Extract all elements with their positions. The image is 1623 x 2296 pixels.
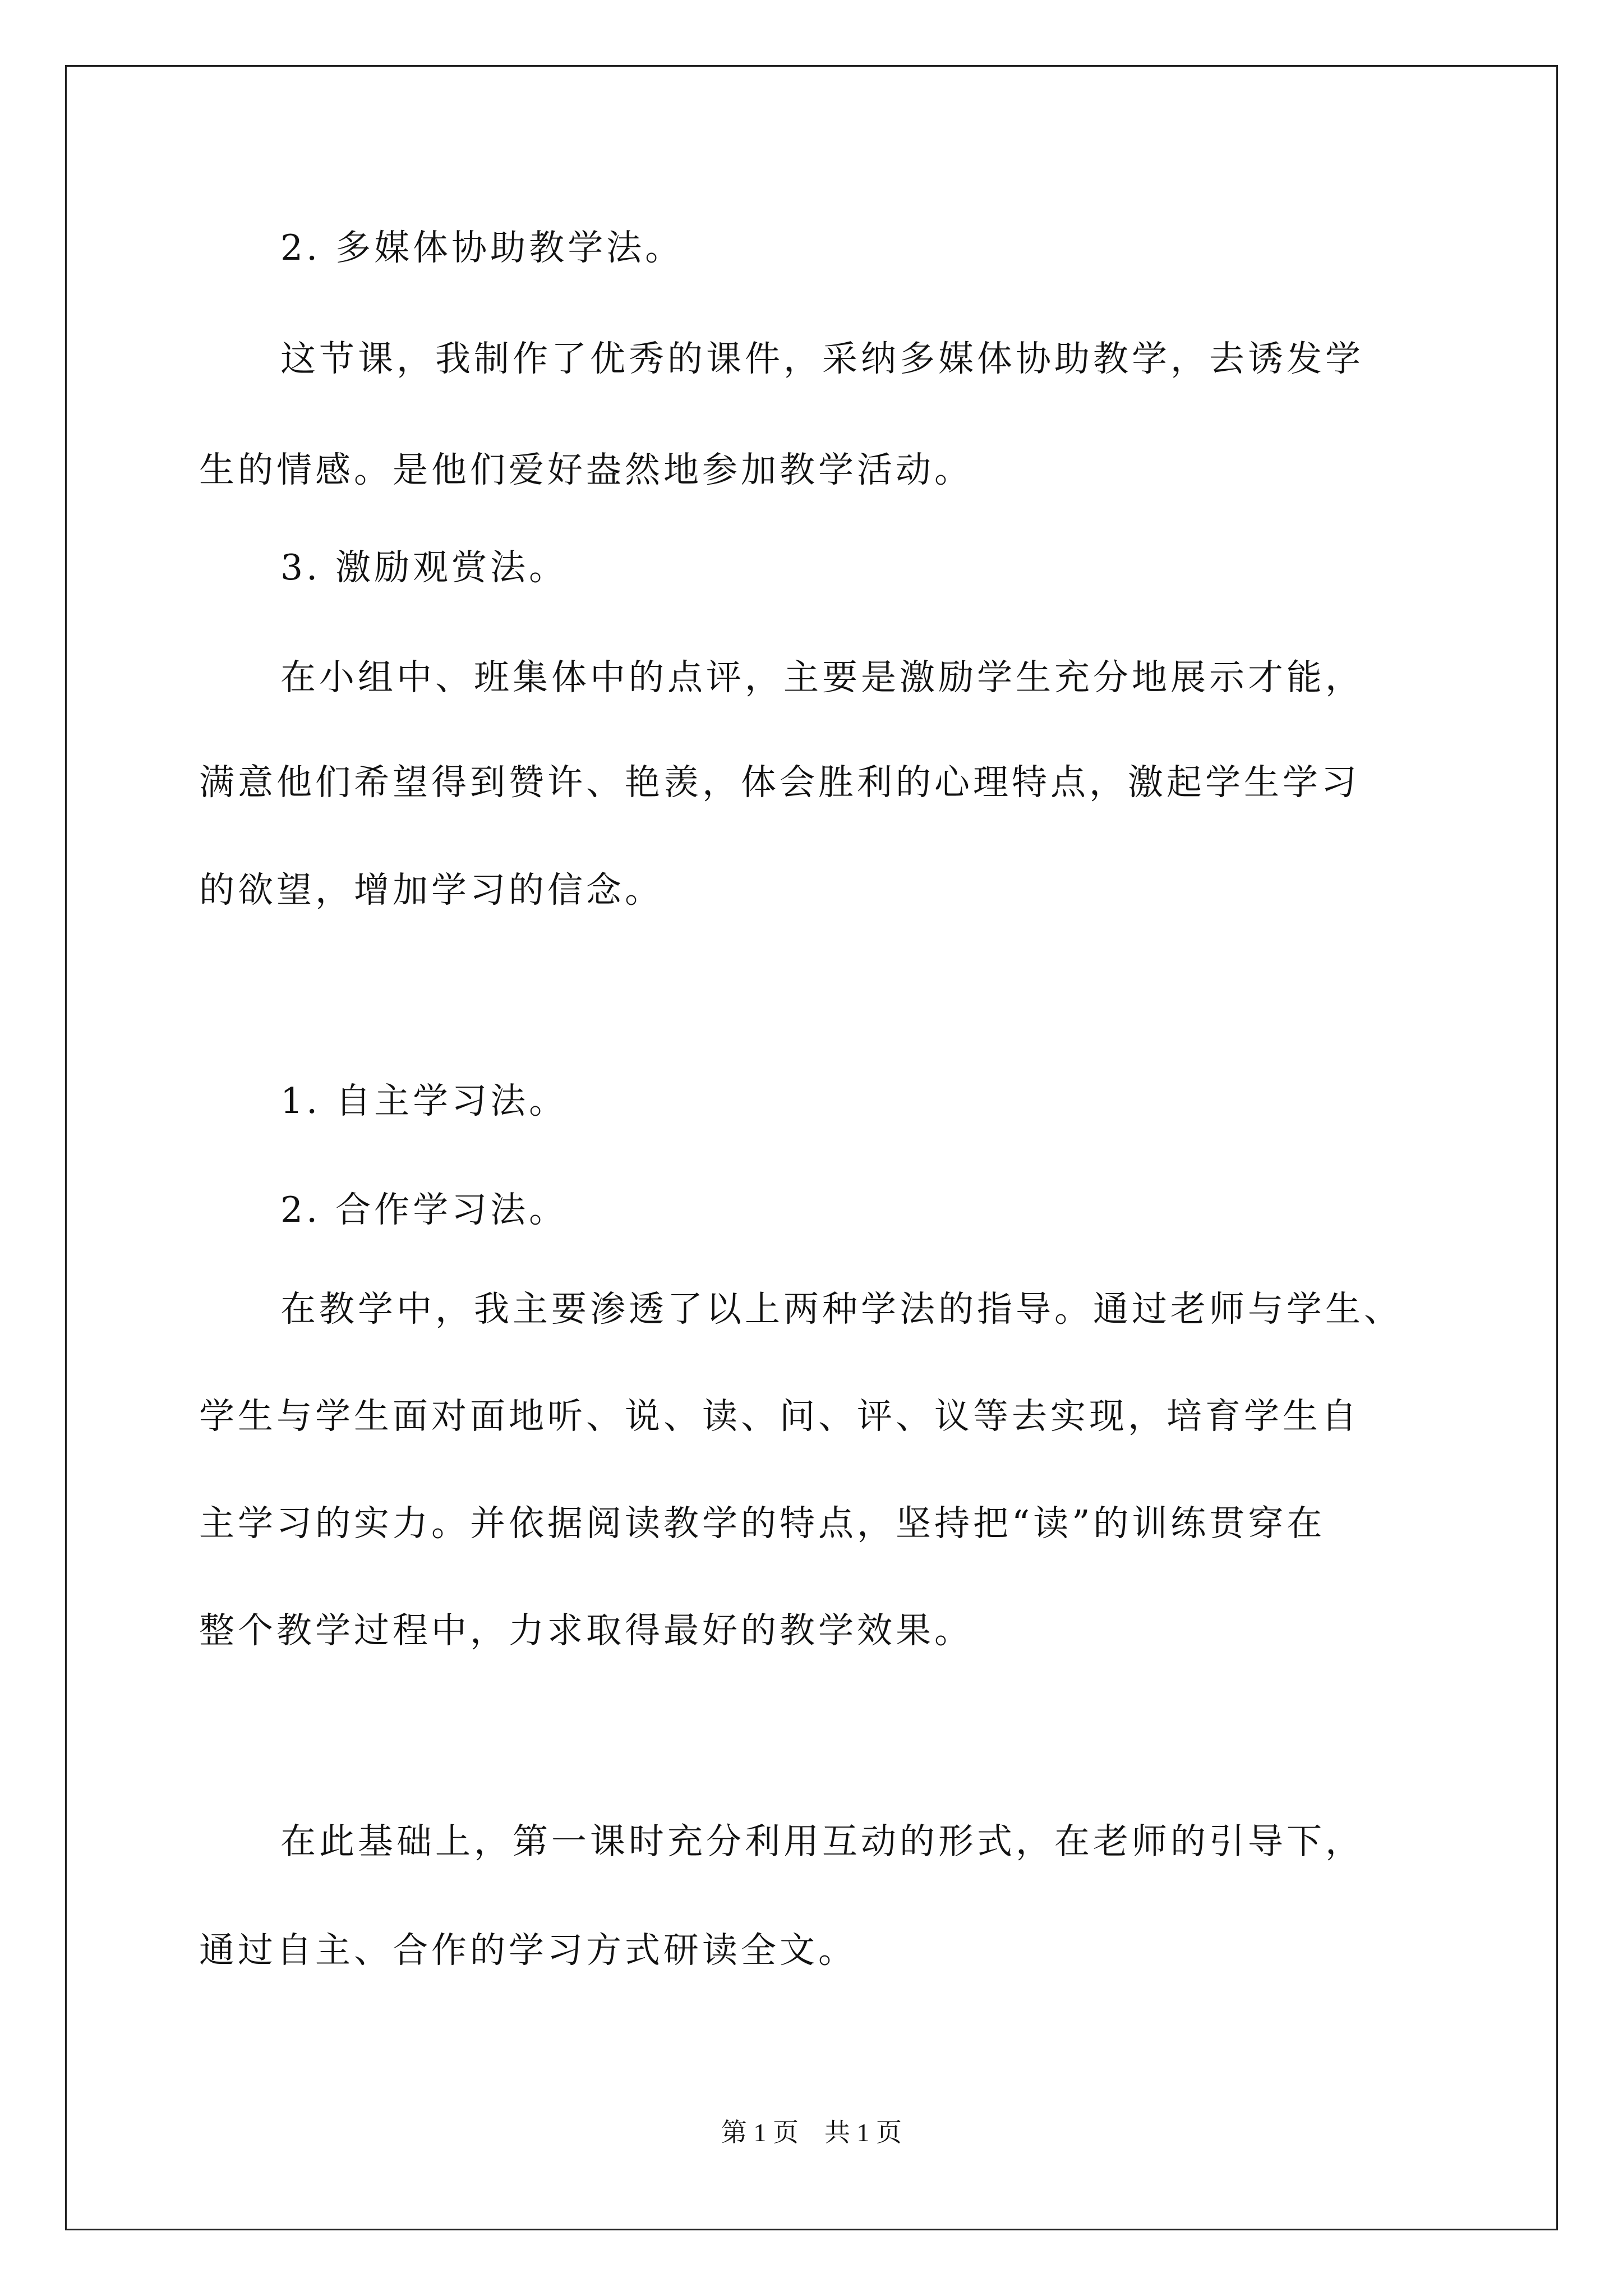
heading-multimedia-method: 2. 多媒体协助教学法。 xyxy=(280,227,684,268)
paragraph-line: 学生与学生面对面地听、说、读、问、评、议等去实现，培育学生自 xyxy=(199,1396,1360,1437)
paragraph-line: 的欲望，增加学习的信念。 xyxy=(199,869,663,910)
heading-encouragement-method: 3. 激励观赏法。 xyxy=(280,547,568,588)
heading-self-study-method: 1. 自主学习法。 xyxy=(280,1080,568,1121)
paragraph-line: 通过自主、合作的学习方式研读全文。 xyxy=(199,1930,857,1971)
page-number-footer: 第 1 页 共 1 页 xyxy=(721,2118,902,2147)
paragraph-line: 在此基础上，第一课时充分利用互动的形式，在老师的引导下， xyxy=(280,1821,1364,1862)
heading-cooperative-method: 2. 合作学习法。 xyxy=(280,1189,568,1230)
paragraph-line: 满意他们希望得到赞许、艳羡，体会胜利的心理特点，激起学生学习 xyxy=(199,762,1360,803)
paragraph-line: 主学习的实力。并依据阅读教学的特点，坚持把“读”的训练贯穿在 xyxy=(199,1503,1326,1544)
paragraph-line: 这节课，我制作了优秀的课件，采纳多媒体协助教学，去诱发学 xyxy=(280,338,1364,379)
paragraph-line: 整个教学过程中，力求取得最好的教学效果。 xyxy=(199,1610,973,1651)
paragraph-line: 在教学中，我主要渗透了以上两种学法的指导。通过老师与学生、 xyxy=(280,1289,1403,1329)
paragraph-line: 在小组中、班集体中的点评，主要是激励学生充分地展示才能， xyxy=(280,657,1364,698)
paragraph-line: 生的情感。是他们爱好盎然地参加教学活动。 xyxy=(199,449,973,490)
page-border xyxy=(65,65,1558,2230)
